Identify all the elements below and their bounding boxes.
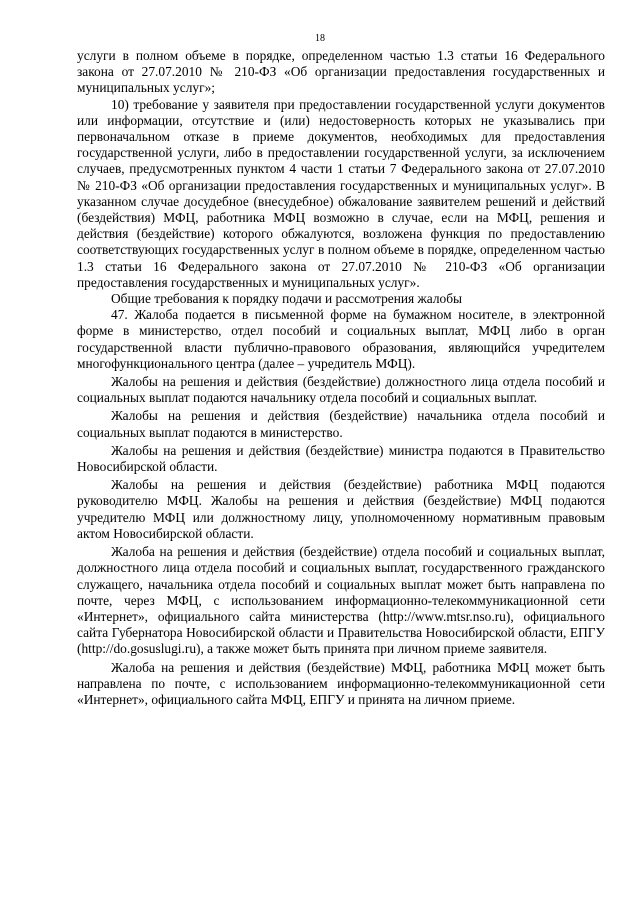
paragraph-mfc-complaint-channels: Жалоба на решения и действия (бездействие) МФЦ, работника МФЦ может быть направлена по почте, с использованием информационно-телекоммуникационной сети «Интернет», официального сайта МФЦ, ЕПГУ и принята на личном приеме.	[77, 659, 605, 707]
document-body	[77, 48, 605, 708]
paragraph-complaints-minister: Жалобы на решения и действия (бездействие) министра подаются в Правительство Новосибирской области.	[77, 442, 605, 475]
section-heading: Общие требования к порядку подачи и рассмотрения жалобы	[111, 291, 463, 307]
paragraph-complaint-channels: Жалоба на решения и действия (бездействие) отдела пособий и социальных выплат, должностного лица отдела пособий и социальных выплат, государственного гражданского служащего, начальника отдела пособий и социальных выплат может быть направлена по почте, через МФЦ, с использованием информационно-телекоммуникационной сети «Интернет», официального сайта министерства (http://www.mtsr.nso.ru), официального сайта Губернатора Новосибирской области и Правительства Новосибирской области, ЕПГУ (http://do.gosuslugi.ru), а также может быть принята при личном приеме заявителя.	[77, 544, 605, 657]
page-number: 18	[315, 33, 325, 44]
paragraph-47: 47. Жалоба подается в письменной форме на бумажном носителе, в электронной форме в министерство, отдел пособий и социальных выплат, МФЦ либо в орган государственной власти публично-правового образования, являющийся учредителем многофункционального центра (далее – учредитель МФЦ).	[77, 307, 605, 371]
paragraph-item-10: 10) требование у заявителя при предоставлении государственной услуги документов или информации, отсутствие и (или) недостоверность которых не указывались при первоначальном отказе в приеме документов, необходимых для предоставления государственной услуги, либо в предоставлении государственной услуги, за исключением случаев, предусмотренных пунктом 4 части 1 статьи 7 Федерального закона от 27.07.2010 № 210-ФЗ «Об организации предоставления государственных и муниципальных услуг». В указанном случае досудебное (внесудебное) обжалование заявителем решений и действий (бездействия) МФЦ, работника МФЦ возможно в случае, если на МФЦ, решения и действия (бездействие) которого обжалуются, возложена функция по предоставлению соответствующих государственных услуг в полном объеме в порядке, определенном частью 1.3 статьи 16 Федерального закона от 27.07.2010 № 210-ФЗ «Об организации предоставления государственных и муниципальных услуг».	[77, 96, 605, 290]
paragraph-complaints-mfc: Жалобы на решения и действия (бездействие) работника МФЦ подаются руководителю МФЦ. Жалобы на решения и действия (бездействие) МФЦ подаются учредителю МФЦ или должностному лицу, уполномоченному нормативным правовым актом Новосибирской области.	[77, 477, 605, 541]
paragraph-continuation: услуги в полном объеме в порядке, определенном частью 1.3 статьи 16 Федерального закона от 27.07.2010 № 210-ФЗ «Об организации предоставления государственных и муниципальных услуг»;	[77, 48, 605, 96]
paragraph-complaints-department-head: Жалобы на решения и действия (бездействие) начальника отдела пособий и социальных выплат подаются в министерство.	[77, 408, 605, 440]
paragraph-complaints-official: Жалобы на решения и действия (бездействие) должностного лица отдела пособий и социальных выплат подаются начальнику отдела пособий и социальных выплат.	[77, 374, 605, 406]
